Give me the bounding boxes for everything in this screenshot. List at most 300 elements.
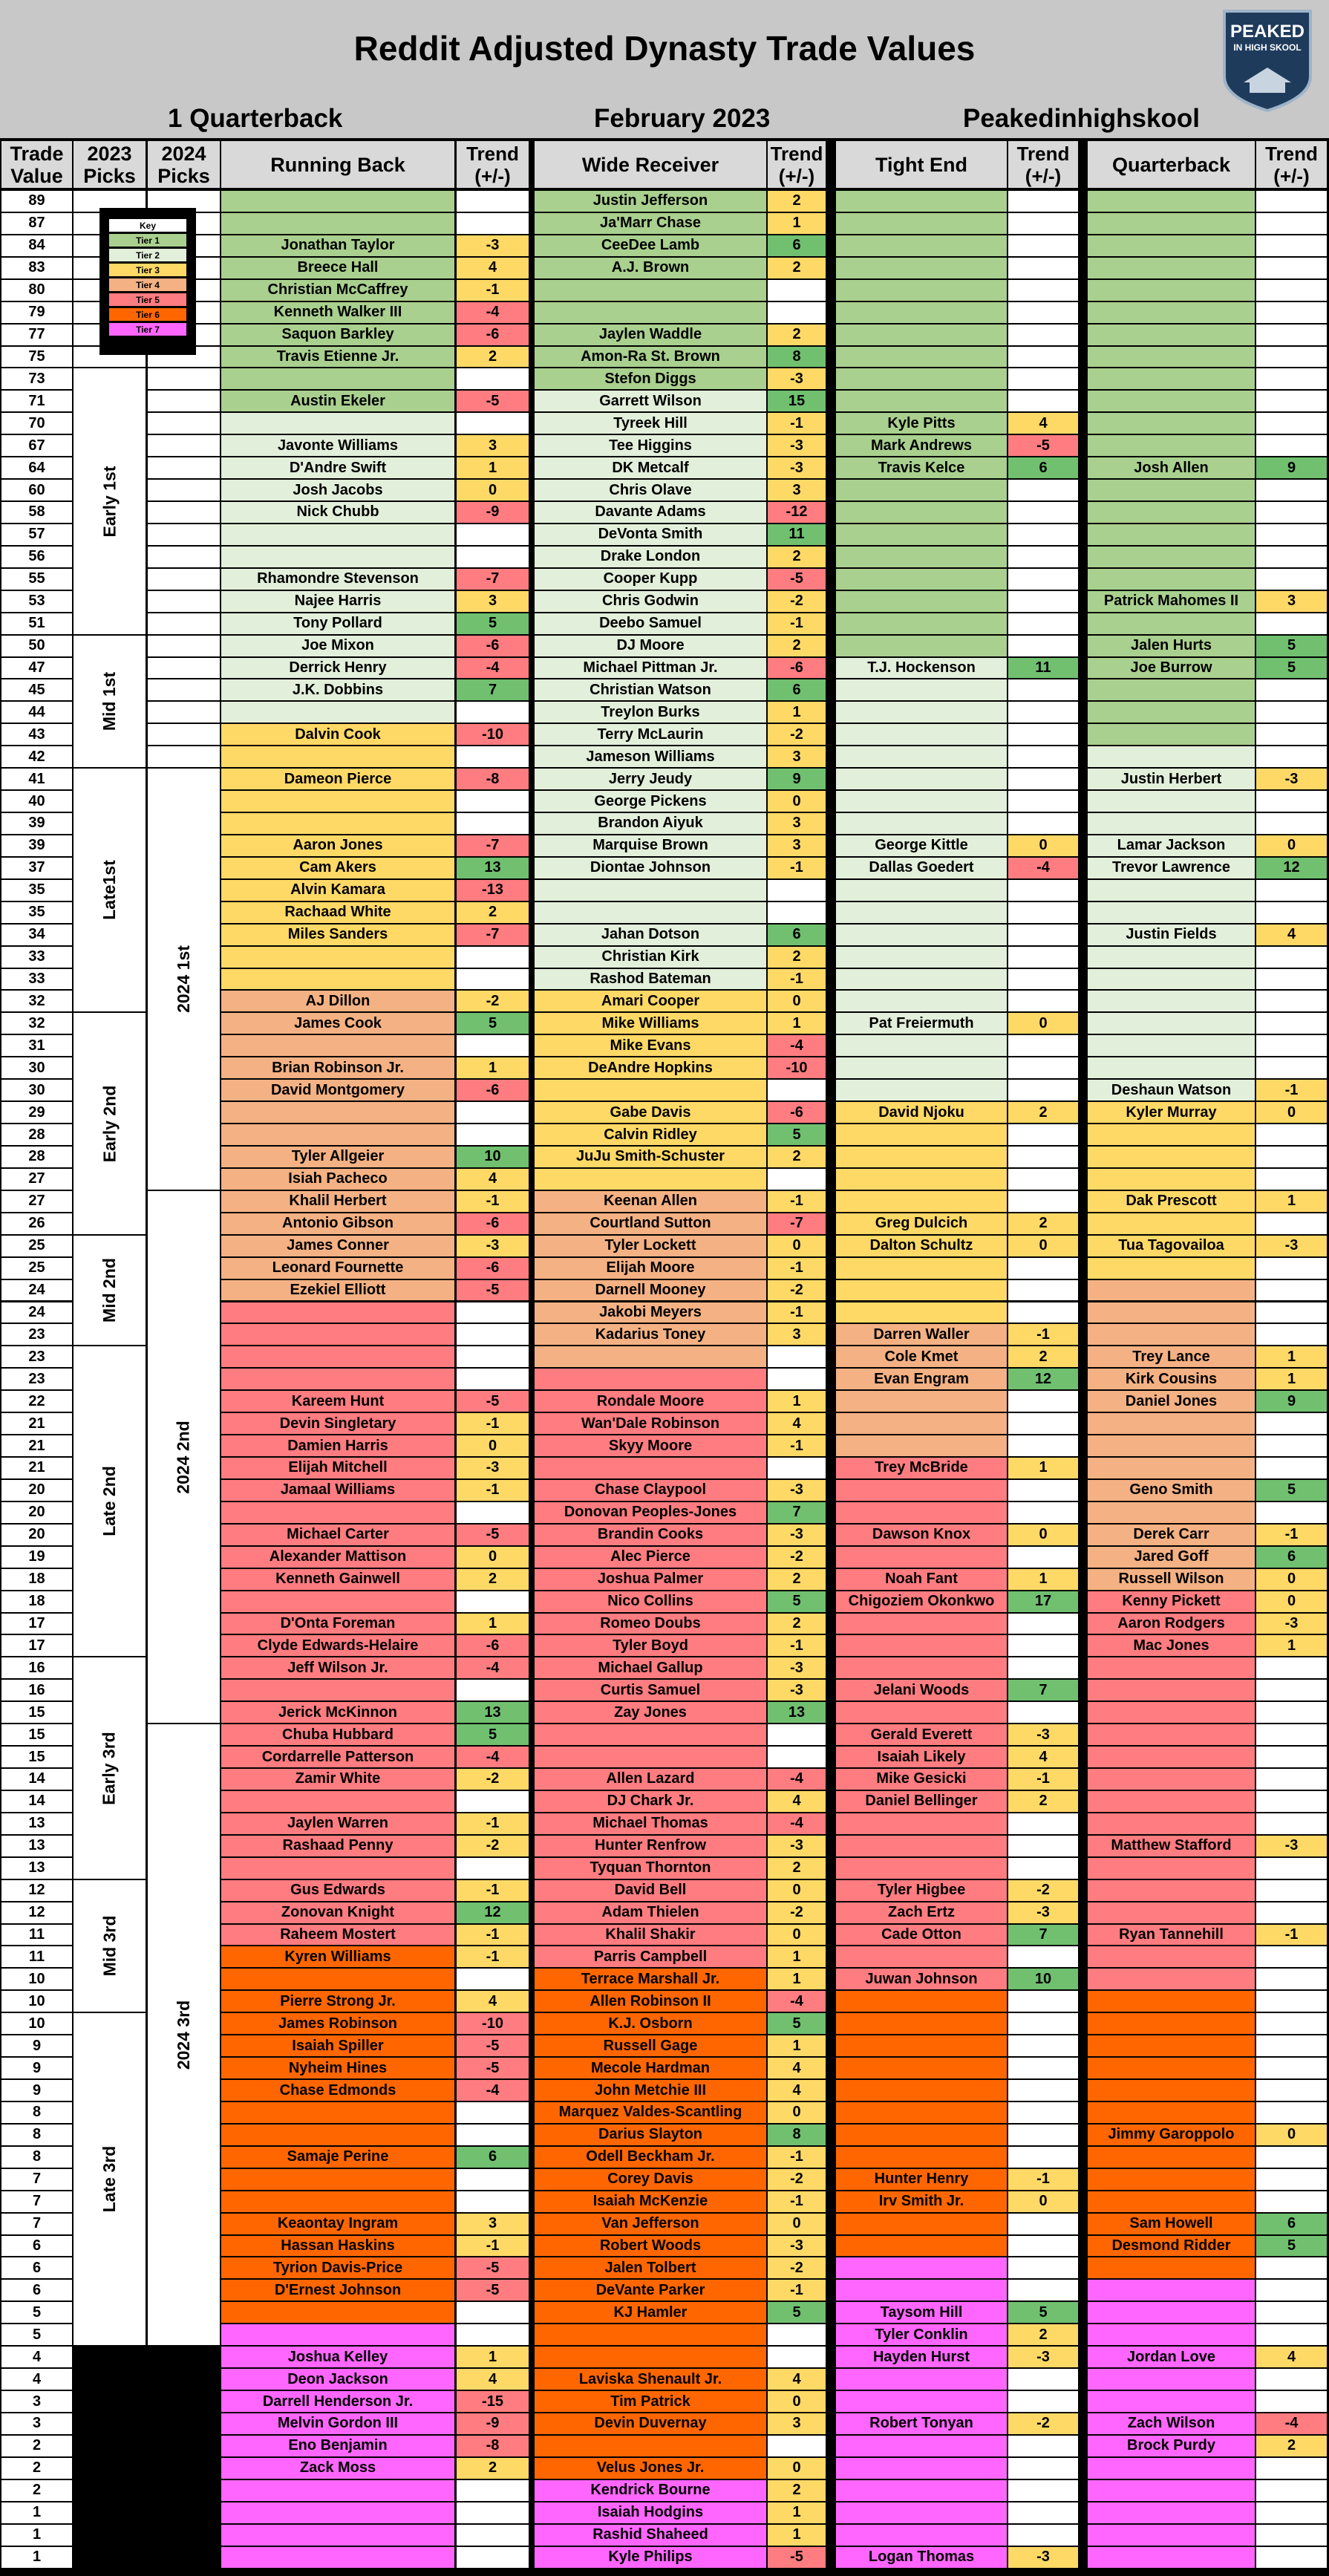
wr-player-cell	[535, 1369, 766, 1389]
wr-player-cell: Kendrick Bourne	[535, 2480, 766, 2501]
trade-value-cell: 9	[1, 2035, 72, 2056]
te-player-cell	[836, 636, 1007, 656]
rb-player-cell: Jaylen Warren	[221, 1813, 454, 1834]
qb-player-cell: Joe Burrow	[1088, 658, 1255, 679]
rb-trend-cell: -6	[457, 636, 529, 656]
rb-trend-cell: -6	[457, 1213, 529, 1234]
te-player-cell	[836, 1191, 1007, 1212]
trade-value-cell: 14	[1, 1791, 72, 1812]
trade-value-cell: 13	[1, 1813, 72, 1834]
wr-player-cell: Rashid Shaheed	[535, 2525, 766, 2546]
rb-player-cell: Keaontay Ingram	[221, 2214, 454, 2234]
rb-trend-cell: 4	[457, 1991, 529, 2012]
trade-value-cell: 21	[1, 1458, 72, 1478]
rb-trend-cell	[457, 1124, 529, 1145]
qb-trend-cell	[1256, 1747, 1327, 1767]
rb-player-cell: Jerick McKinnon	[221, 1702, 454, 1723]
wr-player-cell: Curtis Samuel	[535, 1680, 766, 1701]
wr-trend-cell: 8	[768, 347, 826, 368]
qb-player-cell	[1088, 258, 1255, 278]
wr-player-cell: Ja'Marr Chase	[535, 213, 766, 234]
te-trend-cell	[1008, 1991, 1078, 2012]
qb-player-cell	[1088, 724, 1255, 745]
wr-trend-cell: 2	[768, 947, 826, 968]
te-trend-cell	[1008, 1191, 1078, 1212]
trade-value-cell: 39	[1, 813, 72, 834]
rb-player-cell: Josh Jacobs	[221, 480, 454, 500]
te-trend-cell	[1008, 480, 1078, 500]
rb-trend-cell: -13	[457, 880, 529, 901]
wr-player-cell: Brandin Cooks	[535, 1525, 766, 1545]
rb-trend-cell: 2	[457, 902, 529, 923]
wr-trend-cell: -4	[768, 1769, 826, 1790]
wr-trend-cell: 1	[768, 213, 826, 234]
wr-player-cell: Donovan Peoples-Jones	[535, 1502, 766, 1523]
trade-value-cell: 47	[1, 658, 72, 679]
blank-2024-pick-cell	[148, 502, 220, 523]
wr-trend-cell: 6	[768, 235, 826, 256]
te-player-cell: Dalton Schultz	[836, 1236, 1007, 1256]
rb-trend-cell: -5	[457, 2257, 529, 2278]
wr-player-cell: Amon-Ra St. Brown	[535, 347, 766, 368]
te-trend-cell: 2	[1008, 1102, 1078, 1123]
rb-trend-cell: 5	[457, 613, 529, 634]
wr-trend-cell: 5	[768, 2302, 826, 2323]
te-trend-cell	[1008, 391, 1078, 411]
qb-trend-cell	[1256, 413, 1327, 434]
rb-trend-cell: -5	[457, 1391, 529, 1412]
qb-player-cell	[1088, 1880, 1255, 1901]
te-player-cell: George Kittle	[836, 835, 1007, 856]
header-wr-trend: Trend (+/-)	[768, 141, 826, 188]
rb-player-cell: Breece Hall	[221, 258, 454, 278]
te-player-cell: Greg Dulcich	[836, 1213, 1007, 1234]
rb-player-cell: Joshua Kelley	[221, 2347, 454, 2367]
qb-trend-cell	[1256, 2480, 1327, 2501]
wr-player-cell: Jahan Dotson	[535, 925, 766, 945]
wr-trend-cell: -3	[768, 435, 826, 456]
wr-player-cell: Marquise Brown	[535, 835, 766, 856]
qb-player-cell: Russell Wilson	[1088, 1569, 1255, 1590]
qb-trend-cell	[1256, 969, 1327, 990]
rb-trend-cell	[457, 1102, 529, 1123]
trade-value-cell: 25	[1, 1258, 72, 1279]
key-tier-4: Tier 4	[108, 278, 187, 292]
rb-trend-cell: -1	[457, 2236, 529, 2257]
rb-trend-cell: -10	[457, 724, 529, 745]
te-player-cell	[836, 2236, 1007, 2257]
rb-trend-cell	[457, 1502, 529, 1523]
te-player-cell	[836, 1547, 1007, 1568]
qb-player-cell	[1088, 2302, 1255, 2323]
te-trend-cell	[1008, 1280, 1078, 1301]
te-trend-cell: -1	[1008, 1769, 1078, 1790]
qb-player-cell	[1088, 413, 1255, 434]
qb-player-cell	[1088, 1702, 1255, 1723]
trade-value-cell: 2	[1, 2458, 72, 2479]
te-trend-cell	[1008, 702, 1078, 723]
trade-value-cell: 18	[1, 1569, 72, 1590]
qb-trend-cell	[1256, 724, 1327, 745]
wr-player-cell: Laviska Shenault Jr.	[535, 2369, 766, 2390]
wr-player-cell: Russell Gage	[535, 2035, 766, 2056]
key-tier-6: Tier 6	[108, 307, 187, 322]
qb-trend-cell	[1256, 502, 1327, 523]
qb-player-cell	[1088, 1147, 1255, 1167]
wr-trend-cell	[768, 2436, 826, 2456]
rb-player-cell	[221, 1591, 454, 1612]
qb-trend-cell	[1256, 880, 1327, 901]
trade-value-cell: 44	[1, 702, 72, 723]
rb-trend-cell: -1	[457, 1413, 529, 1434]
trade-value-cell: 57	[1, 524, 72, 545]
trade-value-cell: 55	[1, 569, 72, 590]
te-player-cell: Isaiah Likely	[836, 1747, 1007, 1767]
wr-player-cell: Devin Duvernay	[535, 2413, 766, 2434]
wr-player-cell: Marquez Valdes-Scantling	[535, 2102, 766, 2123]
2024-pick-label: 2024 1st	[174, 945, 193, 1013]
trade-value-cell: 67	[1, 435, 72, 456]
header-2024-picks: 2024 Picks	[148, 141, 220, 188]
te-player-cell	[836, 1946, 1007, 1967]
trade-value-cell: 16	[1, 1680, 72, 1701]
qb-player-cell	[1088, 1302, 1255, 1323]
qb-trend-cell	[1256, 2058, 1327, 2078]
trade-value-cell: 17	[1, 1614, 72, 1634]
qb-player-cell	[1088, 2525, 1255, 2546]
wr-player-cell: Michael Pittman Jr.	[535, 658, 766, 679]
key-tier-2: Tier 2	[108, 248, 187, 262]
trade-value-cell: 27	[1, 1191, 72, 1212]
te-trend-cell: 4	[1008, 1747, 1078, 1767]
trade-value-cell: 2	[1, 2480, 72, 2501]
wr-trend-cell: 5	[768, 1591, 826, 1612]
te-player-cell	[836, 1813, 1007, 1834]
rb-trend-cell: -5	[457, 1280, 529, 1301]
wr-player-cell: Garrett Wilson	[535, 391, 766, 411]
rb-trend-cell	[457, 1591, 529, 1612]
qb-player-cell	[1088, 1680, 1255, 1701]
rb-trend-cell: -15	[457, 2391, 529, 2412]
rb-player-cell	[221, 547, 454, 567]
qb-player-cell: Matthew Stafford	[1088, 1836, 1255, 1856]
te-player-cell: Darren Waller	[836, 1324, 1007, 1345]
te-player-cell	[836, 1302, 1007, 1323]
te-player-cell	[836, 2102, 1007, 2123]
te-player-cell	[836, 1858, 1007, 1879]
qb-trend-cell	[1256, 2080, 1327, 2101]
rb-trend-cell: 4	[457, 2369, 529, 2390]
te-player-cell	[836, 1991, 1007, 2012]
te-player-cell	[836, 1480, 1007, 1501]
rb-trend-cell: 2	[457, 1569, 529, 1590]
wr-player-cell: K.J. Osborn	[535, 2013, 766, 2034]
qb-trend-cell	[1256, 1169, 1327, 1190]
rb-trend-cell: -1	[457, 1946, 529, 1967]
qb-trend-cell	[1256, 1013, 1327, 1034]
blank-2024-pick-cell	[148, 391, 220, 411]
te-trend-cell	[1008, 902, 1078, 923]
te-trend-cell	[1008, 2458, 1078, 2479]
rb-player-cell: Zamir White	[221, 1769, 454, 1790]
rb-player-cell	[221, 2302, 454, 2323]
trade-value-cell: 42	[1, 746, 72, 767]
wr-trend-cell: 2	[768, 1147, 826, 1167]
rb-trend-cell: 12	[457, 1902, 529, 1923]
te-player-cell: Evan Engram	[836, 1369, 1007, 1389]
wr-player-cell: Rondale Moore	[535, 1391, 766, 1412]
qb-player-cell	[1088, 1124, 1255, 1145]
rb-trend-cell	[457, 524, 529, 545]
rb-trend-cell	[457, 2525, 529, 2546]
te-trend-cell	[1008, 524, 1078, 545]
rb-trend-cell: 1	[457, 457, 529, 478]
rb-trend-cell	[457, 947, 529, 968]
wr-trend-cell: -12	[768, 502, 826, 523]
wr-trend-cell: -2	[768, 2257, 826, 2278]
trade-value-cell: 10	[1, 1991, 72, 2012]
qb-player-cell	[1088, 2169, 1255, 2190]
qb-player-cell	[1088, 2013, 1255, 2034]
trade-value-cell: 53	[1, 591, 72, 612]
2023-pick-group	[74, 1346, 146, 1656]
qb-trend-cell: 2	[1256, 2436, 1327, 2456]
logo-text: PEAKED	[1230, 22, 1305, 42]
2024-pick-group	[148, 769, 220, 1190]
wr-player-cell: John Metchie III	[535, 2080, 766, 2101]
te-trend-cell	[1008, 347, 1078, 368]
te-player-cell	[836, 502, 1007, 523]
qb-player-cell	[1088, 435, 1255, 456]
author-subtitle: Peakedinhighskool	[963, 104, 1200, 133]
wr-trend-cell: 5	[768, 1124, 826, 1145]
rb-player-cell: Eno Benjamin	[221, 2436, 454, 2456]
te-player-cell	[836, 1147, 1007, 1167]
rb-player-cell: Dameon Pierce	[221, 769, 454, 789]
rb-trend-cell	[457, 368, 529, 389]
qb-trend-cell: -4	[1256, 2413, 1327, 2434]
header-qb-trend: Trend (+/-)	[1256, 141, 1327, 188]
wr-trend-cell: 0	[768, 1880, 826, 1901]
rb-trend-cell: -5	[457, 2058, 529, 2078]
rb-trend-cell	[457, 2302, 529, 2323]
te-player-cell	[836, 569, 1007, 590]
qb-trend-cell	[1256, 2169, 1327, 2190]
rb-player-cell	[221, 1324, 454, 1345]
trade-value-cell: 71	[1, 391, 72, 411]
qb-player-cell	[1088, 1657, 1255, 1678]
qb-player-cell: Dak Prescott	[1088, 1191, 1255, 1212]
qb-trend-cell	[1256, 1213, 1327, 1234]
qb-trend-cell: 4	[1256, 925, 1327, 945]
qb-player-cell	[1088, 1969, 1255, 1989]
rb-trend-cell: -3	[457, 1236, 529, 1256]
rb-player-cell: Samaje Perine	[221, 2147, 454, 2168]
rb-player-cell: Hassan Haskins	[221, 2236, 454, 2257]
te-trend-cell	[1008, 302, 1078, 323]
trade-value-cell: 30	[1, 1080, 72, 1100]
qb-player-cell	[1088, 2058, 1255, 2078]
te-player-cell	[836, 280, 1007, 301]
rb-trend-cell	[457, 1680, 529, 1701]
te-player-cell: Gerald Everett	[836, 1724, 1007, 1745]
rb-player-cell: Alvin Kamara	[221, 880, 454, 901]
rb-trend-cell: 0	[457, 1435, 529, 1456]
te-trend-cell	[1008, 947, 1078, 968]
te-player-cell	[836, 391, 1007, 411]
te-player-cell: Juwan Johnson	[836, 1969, 1007, 1989]
qb-player-cell	[1088, 1280, 1255, 1301]
trade-value-cell: 35	[1, 902, 72, 923]
trade-value-cell: 6	[1, 2280, 72, 2301]
rb-trend-cell: -5	[457, 391, 529, 411]
wr-trend-cell: -7	[768, 1213, 826, 1234]
wr-player-cell: Christian Watson	[535, 679, 766, 700]
te-trend-cell	[1008, 1702, 1078, 1723]
qb-trend-cell: 5	[1256, 2236, 1327, 2257]
qb-trend-cell	[1256, 2502, 1327, 2523]
qb-trend-cell: 6	[1256, 1547, 1327, 1568]
te-player-cell	[836, 2125, 1007, 2145]
qb-player-cell	[1088, 746, 1255, 767]
qb-player-cell	[1088, 791, 1255, 812]
te-trend-cell	[1008, 368, 1078, 389]
rb-player-cell	[221, 1035, 454, 1056]
qb-player-cell	[1088, 325, 1255, 345]
qb-trend-cell: 0	[1256, 1102, 1327, 1123]
qb-trend-cell	[1256, 791, 1327, 812]
rb-player-cell	[221, 368, 454, 389]
wr-trend-cell: -1	[768, 2280, 826, 2301]
te-trend-cell: 10	[1008, 1969, 1078, 1989]
qb-player-cell	[1088, 1458, 1255, 1478]
te-trend-cell	[1008, 2480, 1078, 2501]
wr-player-cell: Mecole Hardman	[535, 2058, 766, 2078]
header-quarterback: Quarterback	[1088, 141, 1255, 188]
qb-trend-cell	[1256, 1702, 1327, 1723]
qb-player-cell	[1088, 1324, 1255, 1345]
trade-value-cell: 3	[1, 2413, 72, 2434]
te-player-cell	[836, 1057, 1007, 1078]
key-tier-7: Tier 7	[108, 322, 187, 336]
te-player-cell: Mike Gesicki	[836, 1769, 1007, 1790]
rb-trend-cell	[457, 213, 529, 234]
qb-player-cell	[1088, 502, 1255, 523]
trade-value-cell: 23	[1, 1369, 72, 1389]
qb-player-cell	[1088, 880, 1255, 901]
rb-player-cell	[221, 2125, 454, 2145]
qb-player-cell	[1088, 947, 1255, 968]
wr-player-cell: Jerry Jeudy	[535, 769, 766, 789]
wr-player-cell	[535, 1458, 766, 1478]
wr-trend-cell: -1	[768, 858, 826, 878]
qb-player-cell: Jared Goff	[1088, 1547, 1255, 1568]
rb-player-cell: Chuba Hubbard	[221, 1724, 454, 1745]
rb-player-cell: James Cook	[221, 1013, 454, 1034]
rb-player-cell: James Conner	[221, 1236, 454, 1256]
wr-player-cell: Velus Jones Jr.	[535, 2458, 766, 2479]
te-player-cell: Daniel Bellinger	[836, 1791, 1007, 1812]
wr-trend-cell	[768, 1080, 826, 1100]
wr-trend-cell	[768, 1169, 826, 1190]
qb-player-cell	[1088, 1213, 1255, 1234]
te-trend-cell	[1008, 235, 1078, 256]
rb-player-cell	[221, 2102, 454, 2123]
rb-player-cell: Tony Pollard	[221, 613, 454, 634]
rb-player-cell	[221, 2324, 454, 2345]
wr-trend-cell: -4	[768, 1813, 826, 1834]
wr-player-cell: Keenan Allen	[535, 1191, 766, 1212]
te-trend-cell	[1008, 1080, 1078, 1100]
wr-trend-cell: 1	[768, 1969, 826, 1989]
te-trend-cell: 4	[1008, 413, 1078, 434]
trade-value-cell: 70	[1, 413, 72, 434]
rb-trend-cell: -4	[457, 1747, 529, 1767]
wr-player-cell: Tyquan Thornton	[535, 1858, 766, 1879]
te-player-cell	[836, 2391, 1007, 2412]
rb-trend-cell: -3	[457, 235, 529, 256]
rb-trend-cell	[457, 969, 529, 990]
te-player-cell	[836, 2280, 1007, 2301]
wr-player-cell: Diontae Johnson	[535, 858, 766, 878]
te-trend-cell: -4	[1008, 858, 1078, 878]
trade-value-cell: 32	[1, 1013, 72, 1034]
wr-trend-cell: -3	[768, 2236, 826, 2257]
te-player-cell	[836, 613, 1007, 634]
rb-trend-cell: 4	[457, 1169, 529, 1190]
rb-player-cell: D'Ernest Johnson	[221, 2280, 454, 2301]
te-player-cell	[836, 902, 1007, 923]
rb-trend-cell: 3	[457, 591, 529, 612]
qb-trend-cell	[1256, 2302, 1327, 2323]
header-trade-value: Trade Value	[1, 141, 72, 188]
trade-value-cell: 29	[1, 1102, 72, 1123]
te-player-cell	[836, 1614, 1007, 1634]
wr-trend-cell: 2	[768, 547, 826, 567]
wr-trend-cell: 3	[768, 746, 826, 767]
rb-trend-cell: 3	[457, 435, 529, 456]
te-player-cell	[836, 1702, 1007, 1723]
qb-player-cell	[1088, 347, 1255, 368]
wr-player-cell: Parris Campbell	[535, 1946, 766, 1967]
qb-player-cell	[1088, 213, 1255, 234]
te-trend-cell	[1008, 1657, 1078, 1678]
wr-player-cell: Terry McLaurin	[535, 724, 766, 745]
rb-trend-cell: -1	[457, 1880, 529, 1901]
wr-trend-cell: 1	[768, 702, 826, 723]
qb-trend-cell	[1256, 2324, 1327, 2345]
wr-trend-cell: -10	[768, 1057, 826, 1078]
rb-trend-cell: 4	[457, 258, 529, 278]
qb-player-cell	[1088, 368, 1255, 389]
te-player-cell: Hunter Henry	[836, 2169, 1007, 2190]
wr-player-cell: Tyler Boyd	[535, 1635, 766, 1656]
wr-player-cell: Adam Thielen	[535, 1902, 766, 1923]
qb-player-cell: Trevor Lawrence	[1088, 858, 1255, 878]
wr-player-cell: Tyler Lockett	[535, 1236, 766, 1256]
trade-value-cell: 22	[1, 1391, 72, 1412]
wr-trend-cell: -1	[768, 2191, 826, 2212]
wr-player-cell: Brandon Aiyuk	[535, 813, 766, 834]
rb-player-cell: Joe Mixon	[221, 636, 454, 656]
qb-player-cell: Geno Smith	[1088, 1480, 1255, 1501]
te-player-cell	[836, 1280, 1007, 1301]
qb-trend-cell: 9	[1256, 1391, 1327, 1412]
trade-value-cell: 10	[1, 1969, 72, 1989]
rb-trend-cell: -9	[457, 502, 529, 523]
te-player-cell: David Njoku	[836, 1102, 1007, 1123]
rb-player-cell: Gus Edwards	[221, 1880, 454, 1901]
